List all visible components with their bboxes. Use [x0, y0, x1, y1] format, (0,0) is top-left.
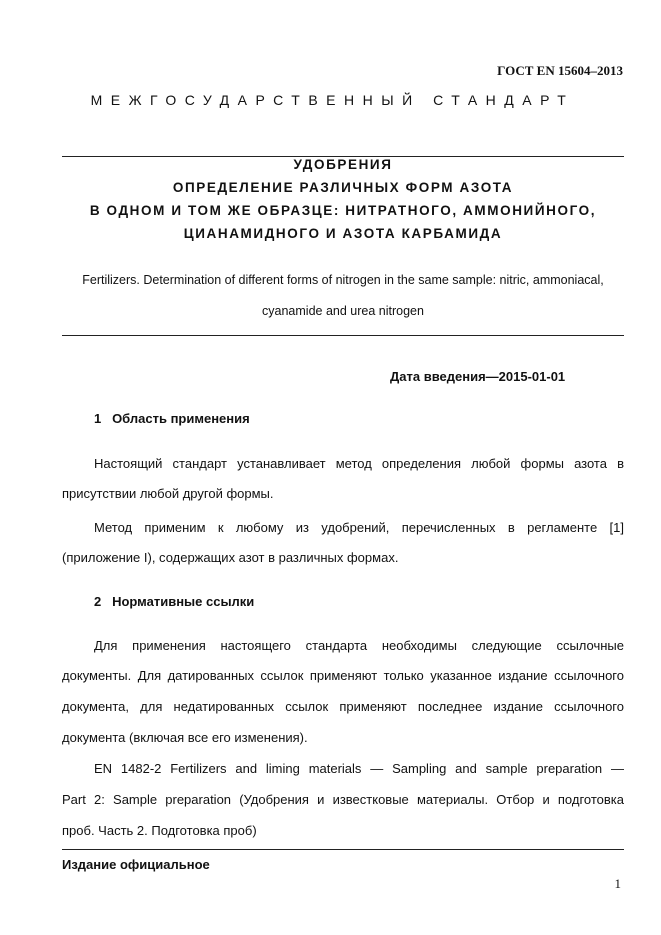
footer-divider [62, 849, 624, 850]
title-line-4: ЦИАНАМИДНОГО И АЗОТА КАРБАМИДА [183, 226, 503, 241]
standard-code: ГОСТ EN 15604–2013 [497, 63, 623, 78]
section-1-para-2-line-2: (приложение I), содержащих азот в различных формах. [62, 550, 399, 565]
section-2-para-1-line-2: документы. Для датированных ссылок применяют только указанное издание ссылочного [62, 668, 624, 683]
section-2-para-2-line-2: Part 2: Sample preparation (Удобрения и известковые материалы. Отбор и подготовка [62, 792, 624, 807]
title-divider [62, 335, 624, 336]
section-2-para-1-line-3: документа, для недатированных ссылок применяют последнее издание ссылочного [62, 699, 624, 714]
section-2-para-2-line-1: EN 1482-2 Fertilizers and liming materials — Sampling and sample preparation — [94, 761, 624, 776]
section-1-para-1-line-2: присутствии любой другой формы. [62, 486, 274, 501]
section-1-para-1-line-1: Настоящий стандарт устанавливает метод определения любой формы азота в [94, 456, 624, 471]
title-line-1: УДОБРЕНИЯ [293, 157, 393, 172]
section-1-para-2-line-1: Метод применим к любому из удобрений, перечисленных в регламенте [1] [94, 520, 624, 535]
official-edition-label: Издание официальное [62, 857, 210, 872]
title-line-3: В ОДНОМ И ТОМ ЖЕ ОБРАЗЦЕ: НИТРАТНОГО, АММОНИЙНОГО, [89, 203, 597, 218]
title-line-2: ОПРЕДЕЛЕНИЕ РАЗЛИЧНЫХ ФОРМ АЗОТА [172, 180, 514, 195]
page-number: 1 [614, 876, 621, 891]
section-2-para-1-line-4: документа (включая все его изменения). [62, 730, 308, 745]
section-1-heading: 1 Область применения [94, 411, 250, 426]
section-2-para-2-line-3: проб. Часть 2. Подготовка проб) [62, 823, 257, 838]
english-title-line-2: cyanamide and urea nitrogen [262, 304, 424, 318]
section-2-heading: 2 Нормативные ссылки [94, 594, 255, 609]
section-2-para-1-line-1: Для применения настоящего стандарта необходимы следующие ссылочные [94, 638, 624, 653]
interstate-standard-heading: МЕЖГОСУДАРСТВЕННЫЙ СТАНДАРТ [90, 92, 575, 108]
introduction-date: Дата введения—2015-01-01 [390, 369, 566, 384]
english-title-line-1: Fertilizers. Determination of different forms of nitrogen in the same sample: nitric, ammoniacal, [82, 273, 604, 287]
